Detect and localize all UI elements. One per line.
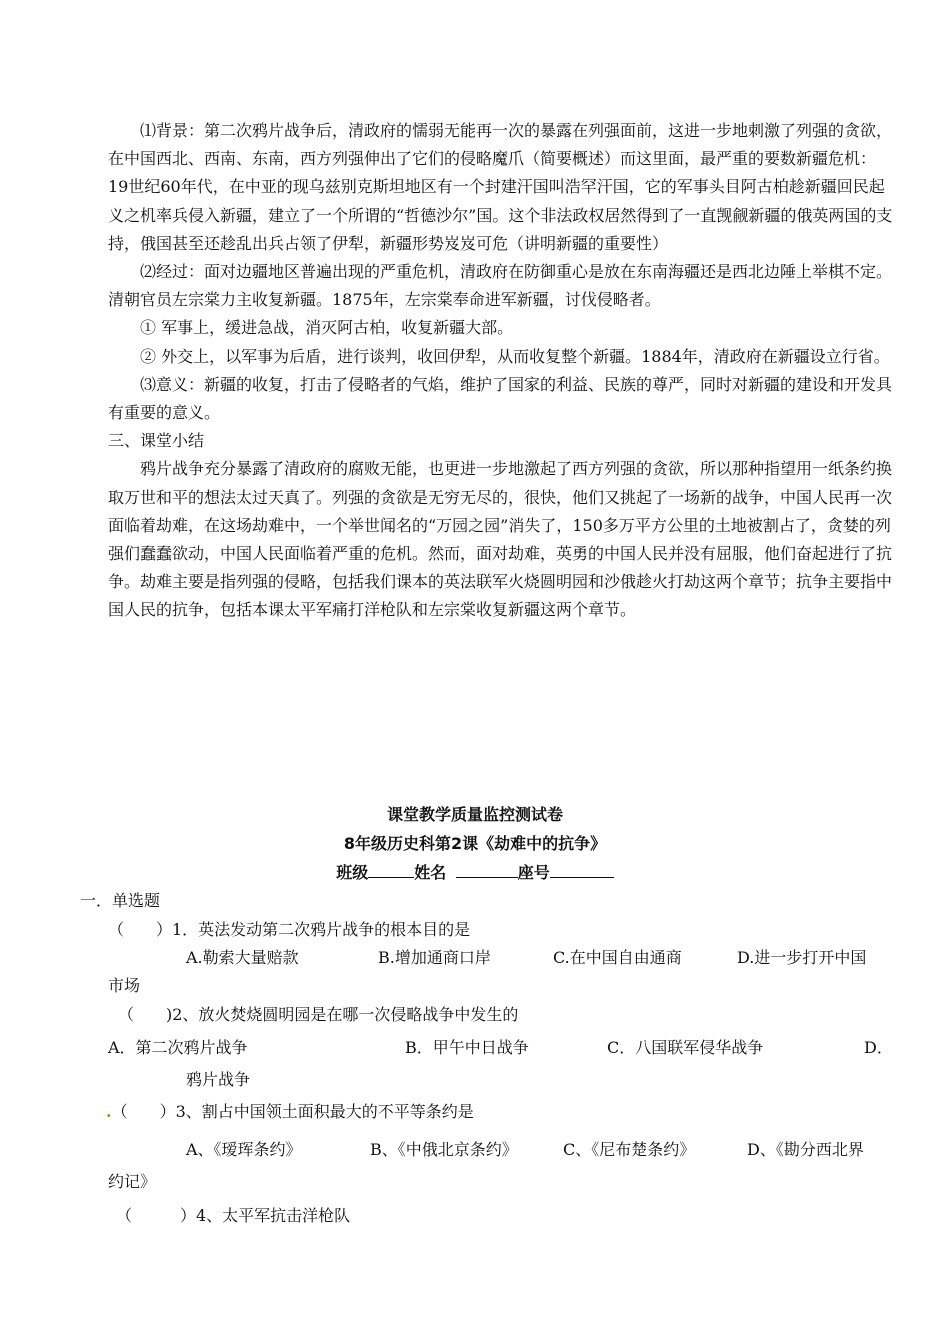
question-2-option-d[interactable]: D． xyxy=(864,1038,893,1057)
name-label: 姓名 xyxy=(414,863,447,882)
question-3-option-a[interactable]: A、《瑷珲条约》 xyxy=(186,1140,302,1159)
background-paragraph: ⑴背景：第二次鸦片战争后，清政府的懦弱无能再一次的暴露在列强面前，这进一步地刺激了列强的贪欲，在中国西北、西南、东南，西方列强伸出了它们的侵略魔爪（简要概述）而这里面，最严重的要数新疆危机：19世纪60年代，在中亚的现乌兹别克斯坦地区有一个封建汗国叫浩罕汗国，它的军事头目阿古柏趁新疆回民起义之机率兵侵入新疆，建立了一个所谓的“哲德沙尔”国。这个非法政权居然得到了一直觊觎新疆的俄英两国的支持，俄国甚至还趁乱出兵占领了伊犁，新疆形势岌岌可危（讲明新疆的重要性） xyxy=(108,121,893,253)
question-1-option-d[interactable]: D.进一步打开中国 xyxy=(737,948,867,967)
question-3-mark: . xyxy=(106,1102,112,1121)
class-label: 班级 xyxy=(336,863,369,882)
class-blank[interactable] xyxy=(368,863,414,878)
question-1-option-d-wrap: 市场 xyxy=(108,976,141,995)
lesson-section xyxy=(108,117,896,625)
question-3-stem: （ ）3、割占中国领土面积最大的不平等条约是 xyxy=(111,1102,474,1121)
seat-blank[interactable] xyxy=(550,863,614,878)
question-1-option-b[interactable]: B.增加通商口岸 xyxy=(378,948,491,967)
question-3-option-d-wrap: 约记》 xyxy=(108,1172,157,1191)
question-2-option-b[interactable]: B．甲午中日战争 xyxy=(405,1038,529,1057)
question-3-stem-line xyxy=(106,1099,474,1122)
significance-paragraph: ⑶意义：新疆的收复，打击了侵略者的气焰，维护了国家的利益、民族的尊严，同时对新疆的建设和开发具有重要的意义。 xyxy=(108,374,893,423)
question-4-stem: （ ）4、太平军抗击洋枪队 xyxy=(116,1206,351,1225)
student-info-line xyxy=(0,860,950,883)
name-blank[interactable] xyxy=(456,863,518,878)
exam-title: 课堂教学质量监控测试卷 xyxy=(386,805,563,824)
question-2-option-c[interactable]: C．八国联军侵华战争 xyxy=(607,1038,764,1057)
question-1-stem: （ ）1．英法发动第二次鸦片战争的根本目的是 xyxy=(108,920,471,939)
question-3-option-c[interactable]: C、《尼布楚条约》 xyxy=(563,1140,696,1159)
diplomacy-paragraph: ② 外交上，以军事为后盾，进行谈判，收回伊犁，从而收复整个新疆。1884年，清政府在新疆设立行省。 xyxy=(140,346,890,366)
question-1-option-c[interactable]: C.在中国自由通商 xyxy=(553,948,682,967)
question-2-option-d-wrap: 鸦片战争 xyxy=(186,1070,251,1089)
exam-subtitle: 8年级历史科第2课《劫难中的抗争》 xyxy=(343,834,607,853)
summary-heading: 三、课堂小结 xyxy=(108,431,205,451)
seat-label: 座号 xyxy=(517,863,550,882)
military-paragraph: ① 军事上，缓进急战，消灭阿古柏，收复新疆大部。 xyxy=(140,318,514,338)
question-1-option-a[interactable]: A.勒索大量赔款 xyxy=(186,948,299,967)
process-paragraph: ⑵经过：面对边疆地区普遍出现的严重危机，清政府在防御重心是放在东南海疆还是西北边陲上举棋不定。清朝官员左宗棠力主收复新疆。1875年，左宗棠奉命进军新疆，讨伐侵略者。 xyxy=(108,262,893,310)
question-3-option-b[interactable]: B、《中俄北京条约》 xyxy=(370,1140,518,1159)
question-2-stem: （ )2、放火焚烧圆明园是在哪一次侵略战争中发生的 xyxy=(118,1005,519,1024)
question-3-option-d[interactable]: D、《勘分西北界 xyxy=(747,1140,864,1159)
summary-paragraph: 鸦片战争充分暴露了清政府的腐败无能，也更进一步地激起了西方列强的贪欲，所以那种指望用一纸条约换取万世和平的想法太过天真了。列强的贪欲是无穷无尽的，很快，他们又挑起了一场新的战争，中国人民再一次面临着劫难，在这场劫难中，一个举世闻名的“万园之园”消失了，150多万平方公里的土地被割占了，贪婪的列强们蠢蠢欲动，中国人民面临着严重的危机。然而，面对劫难，英勇的中国人民并没有屈服，他们奋起进行了抗争。劫难主要是指列强的侵略，包括我们课本的英法联军火烧圆明园和沙俄趁火打劫这两个章节；抗争主要指中国人民的抗争，包括本课太平军痛打洋枪队和左宗棠收复新疆这两个章节。 xyxy=(108,459,893,620)
question-2-option-a[interactable]: A．第二次鸦片战争 xyxy=(108,1038,248,1057)
section-heading: 一．单选题 xyxy=(80,891,161,910)
